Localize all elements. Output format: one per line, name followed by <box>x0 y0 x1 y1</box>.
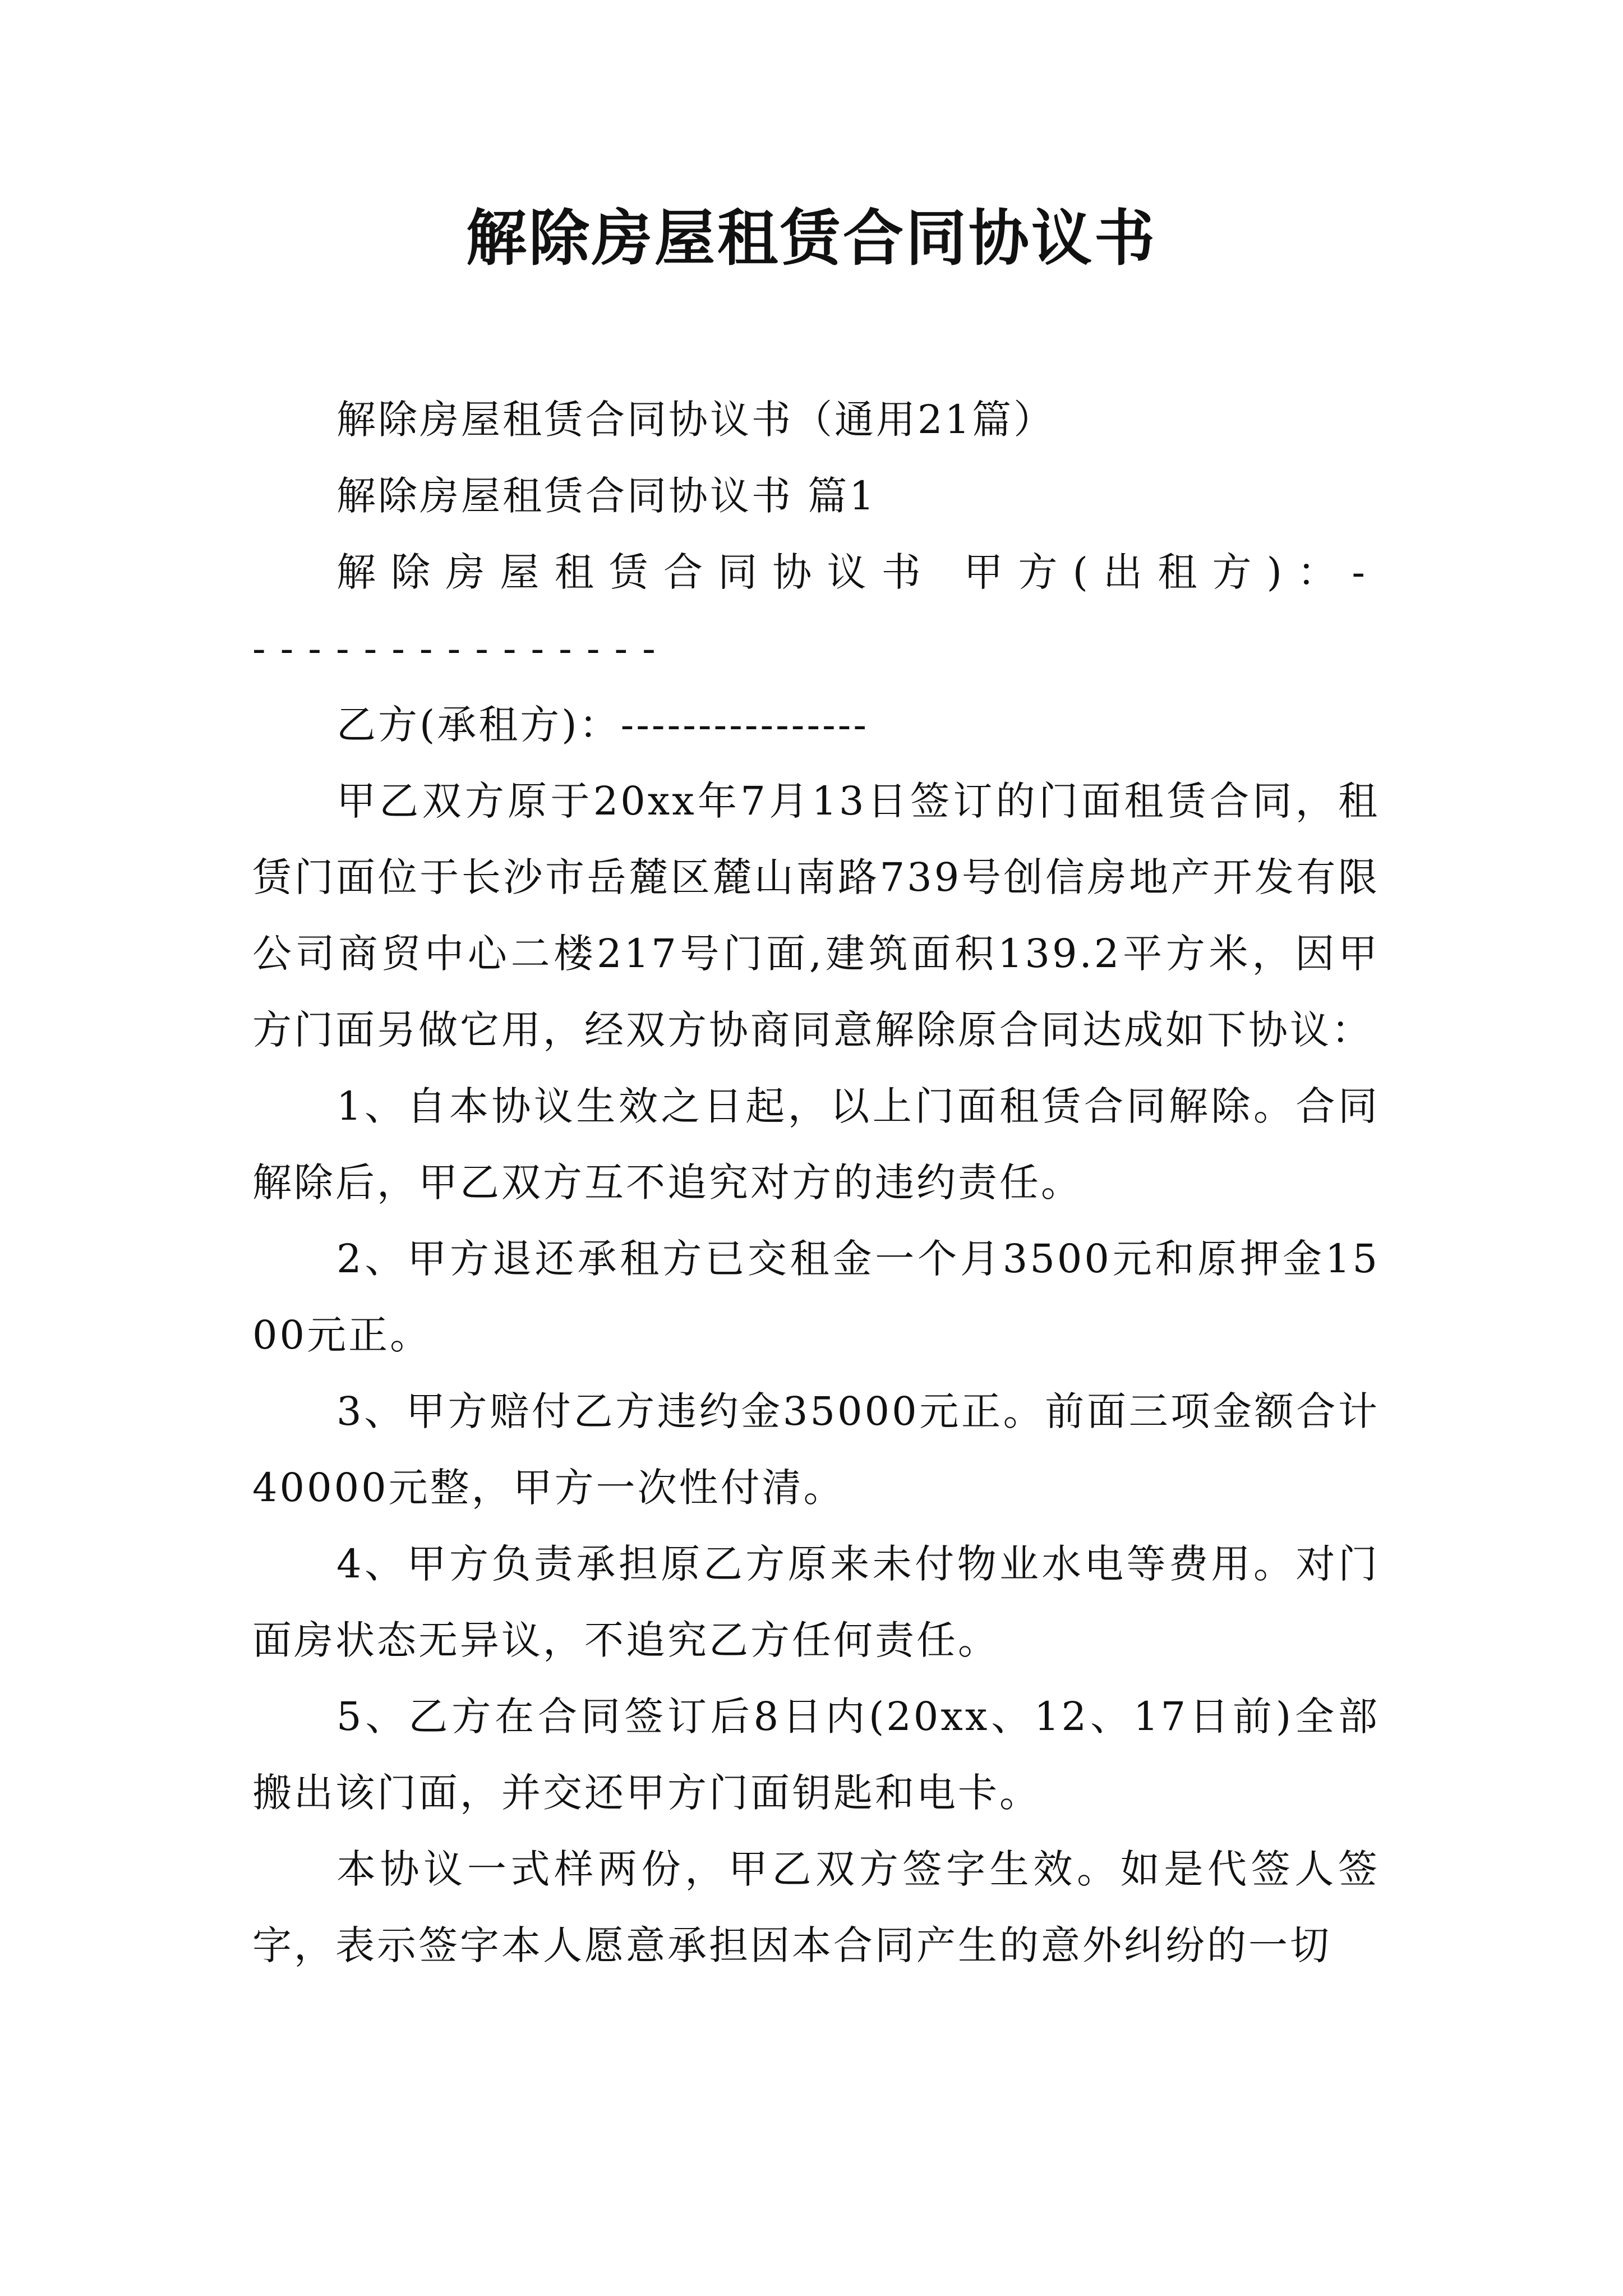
document-body <box>252 381 1380 1984</box>
paragraph-clause-4: 4、甲方负责承担原乙方原来未付物业水电等费用。对门面房状态无异议，不追究乙方任何责任。 <box>252 1541 1380 1663</box>
paragraph-clause-2: 2、甲方退还承租方已交租金一个月3500元和原押金1500元正。 <box>252 1236 1380 1358</box>
paragraph-clause-3: 3、甲方赔付乙方违约金35000元正。前面三项金额合计40000元整，甲方一次性付清。 <box>252 1388 1380 1511</box>
paragraph-party-b: 乙方(承租方)：---------------- <box>336 702 869 748</box>
paragraph-section-heading: 解除房屋租赁合同协议书 篇1 <box>336 473 877 519</box>
paragraph-clause-1: 1、自本协议生效之日起，以上门面租赁合同解除。合同解除后，甲乙双方互不追究对方的违约责任。 <box>252 1083 1380 1205</box>
paragraph-clause-5: 5、乙方在合同签订后8日内(20xx、12、17日前)全部搬出该门面，并交还甲方门面钥匙和电卡。 <box>252 1694 1380 1816</box>
document-title: 解除房屋租赁合同协议书 <box>465 203 1157 274</box>
paragraph-subtitle: 解除房屋租赁合同协议书（通用21篇） <box>336 397 1055 443</box>
paragraph-party-a: 解除房屋租赁合同协议书 甲方(出租方)：---------------- <box>252 549 1380 671</box>
paragraph-background: 甲乙双方原于20xx年7月13日签订的门面租赁合同，租赁门面位于长沙市岳麓区麓山南路739号创信房地产开发有限公司商贸中心二楼217号门面,建筑面积139.2平方米，因甲方门面另做它用，经双方协商同意解除原合同达成如下协议： <box>252 778 1380 1053</box>
paragraph-closing: 本协议一式样两份，甲乙双方签字生效。如是代签人签字，表示签字本人愿意承担因本合同产生的意外纠纷的一切 <box>252 1846 1380 1968</box>
